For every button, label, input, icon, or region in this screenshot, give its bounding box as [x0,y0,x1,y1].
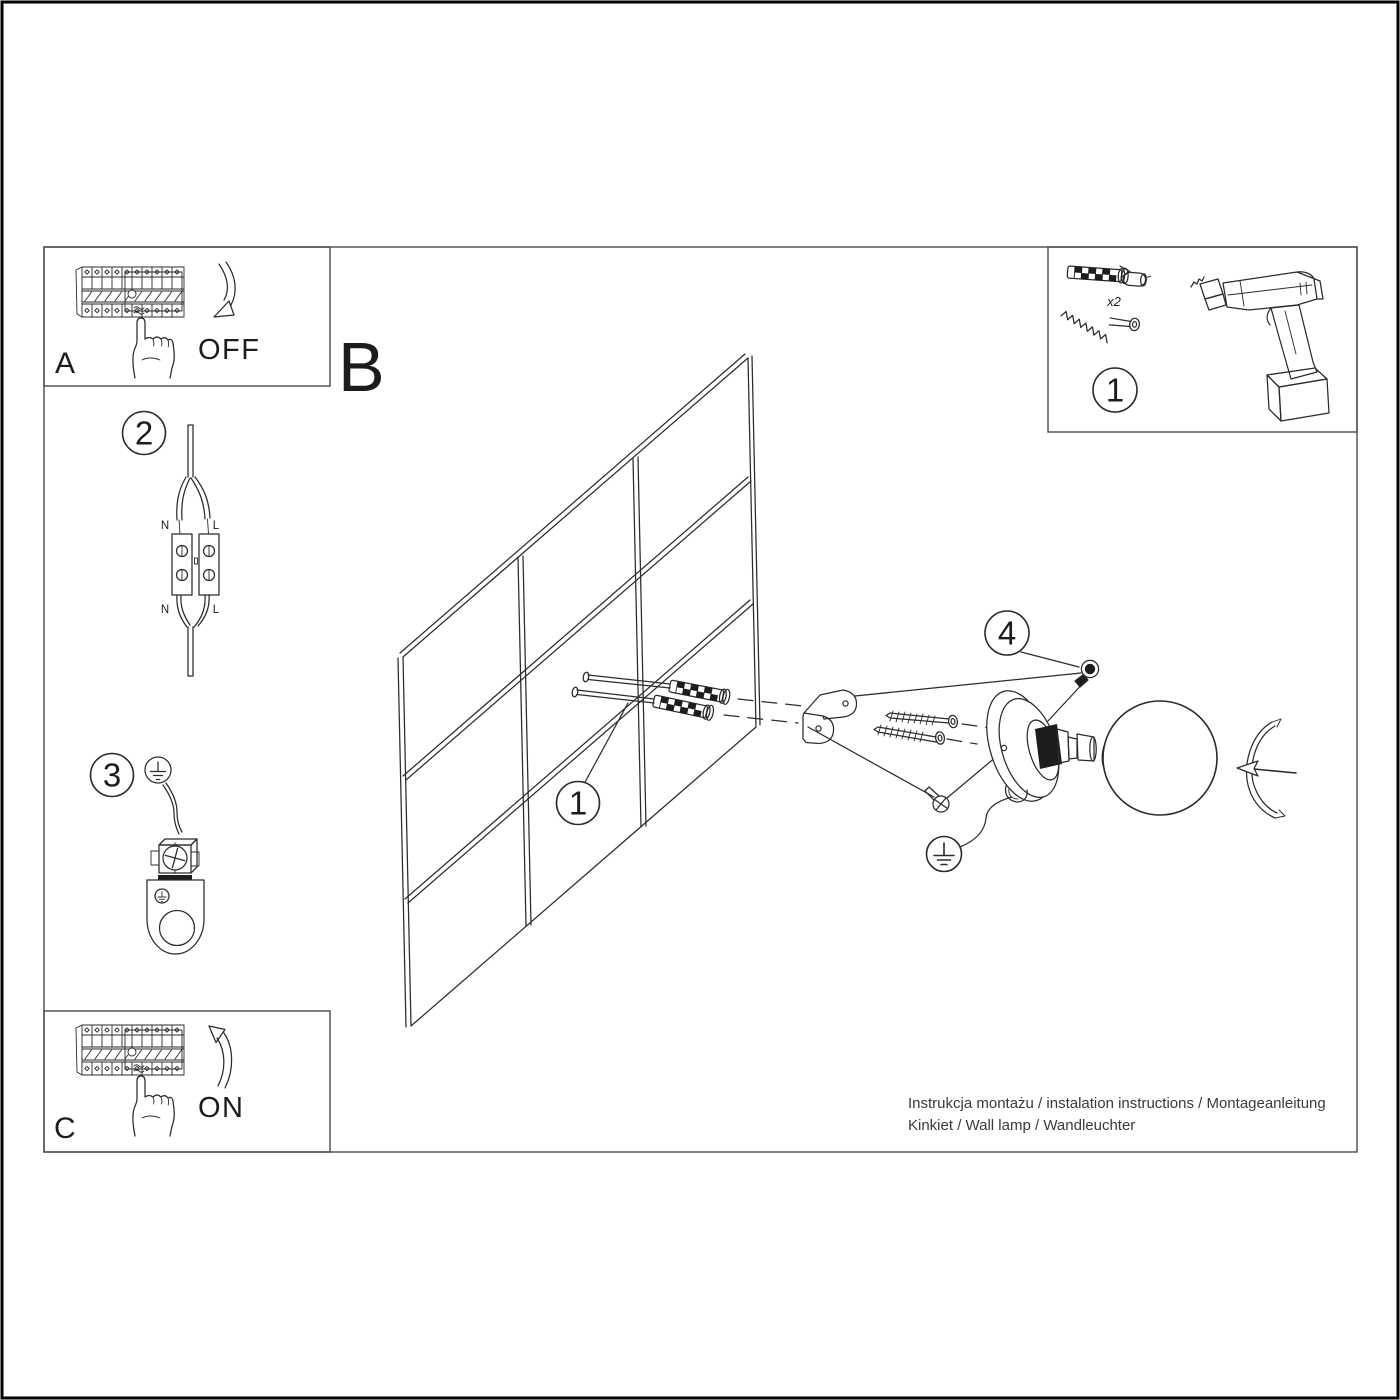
bracket-screws [874,711,958,745]
section-letter-b: B [338,328,385,406]
lamp-ground-wire [960,797,1012,847]
callout-4: 4 [997,614,1017,652]
align-dash-4 [947,739,977,744]
panel-a-letter: A [55,347,76,380]
arrow-down-icon [214,262,235,317]
corner-bracket [803,690,857,744]
mounting-ring-drawing [147,880,204,954]
step-2-wiring [123,412,220,677]
drill-icon [1191,272,1329,421]
panel-c [54,1025,245,1145]
panel-c-letter: C [54,1112,76,1145]
off-label: OFF [198,334,261,366]
ground-clamp-drawing [151,839,199,880]
page-border [2,2,1398,1398]
align-dash-2 [724,715,798,723]
panel-a [55,262,261,380]
qty-label: x2 [1107,294,1121,309]
on-label: ON [198,1092,245,1124]
wire-label-l-top: L [212,520,220,532]
glass-globe [1102,701,1217,815]
ground-symbol-lamp [927,837,962,872]
wire-label-n-top: N [160,520,170,532]
footer-text-line1: Instrukcja montażu / instalation instructions / Montageanleitung [908,1095,1326,1112]
wall-plug-icon [1067,264,1129,283]
hardware-box [1058,264,1329,421]
mounting-screws [572,672,670,703]
guide-line-top [855,673,1081,696]
terminal-block-drawing [172,534,219,595]
diagram-frame [44,247,1357,1152]
rotation-arrow-icon [1237,719,1296,818]
callout-2: 2 [134,414,154,452]
callout-1-hardware: 1 [1105,371,1125,409]
callout-1: 1 [568,784,588,822]
pointing-hand-icon-c [133,1076,174,1136]
screw-icon [1058,309,1140,346]
phillips-screw-icon [925,787,949,812]
wire-label-n-bottom: N [160,604,170,616]
assembly-diagram [338,328,1296,1027]
step-3-grounding [91,754,205,955]
leader-callout1 [584,703,628,784]
breaker-panel-icon [76,267,184,317]
panel-a-box [44,247,330,386]
callout-3: 3 [102,756,122,794]
footer-text-line2: Kinkiet / Wall lamp / Wandleuchter [908,1117,1136,1134]
leader-callout4 [1021,652,1079,667]
pointing-hand-icon [133,318,174,378]
wall-plugs [652,678,731,720]
ground-symbol-icon [145,757,171,783]
lamp-canopy [975,683,1097,810]
align-dash-1 [738,699,803,706]
wire-label-l-bottom: L [212,604,220,616]
breaker-panel-icon-c [76,1025,184,1075]
arrow-up-icon [209,1026,232,1088]
